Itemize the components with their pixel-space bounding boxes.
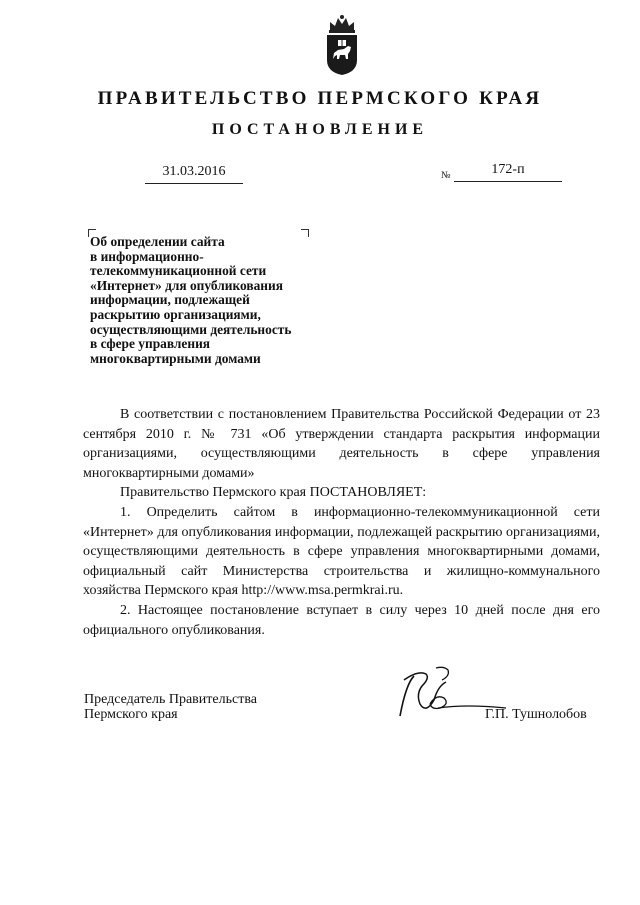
subject-line: осуществляющими деятельность: [90, 321, 292, 337]
document-date: 31.03.2016: [145, 164, 243, 184]
signer-position-line: Председатель Правительства: [84, 692, 257, 707]
signer-name: Г.П. Тушнолобов: [485, 707, 587, 722]
body-paragraph-resolves: Правительство Пермского края ПОСТАНОВЛЯЕТ:: [120, 485, 427, 501]
body-paragraph-item-1: 1. Определить сайтом в информационно-телекоммуникационной сети «Интернет» для опубликования информации, подлежащей раскрытию организациями, осуществляющими деятельность в сфере управления многоквартирными домами, официальный сайт Министерства строительства и жилищно-коммунального хозяйства Пермского края http://www.msa.permkrai.ru.: [83, 504, 600, 599]
signer-position-line: Пермского края: [84, 706, 178, 722]
org-title: ПРАВИТЕЛЬСТВО ПЕРМСКОГО КРАЯ: [97, 88, 543, 109]
subject-line: информации, подлежащей: [90, 292, 250, 308]
document-number: 172-п: [454, 162, 562, 182]
document-subject: [90, 235, 330, 366]
document-body: [83, 405, 600, 640]
subject-line: в сфере управления: [90, 336, 211, 352]
perm-krai-coat-of-arms-icon: [322, 14, 362, 76]
subject-line: Об определении сайта: [90, 234, 225, 249]
body-paragraph-item-2: 2. Настоящее постановление вступает в силу через 10 дней после дня его официального опубликования.: [83, 602, 600, 638]
subject-line: в информационно-: [90, 248, 204, 264]
signer-position: [84, 693, 257, 722]
document-type: ПОСТАНОВЛЕНИЕ: [211, 121, 429, 138]
number-sign: №: [441, 170, 451, 181]
subject-line: «Интернет» для опубликования: [90, 277, 283, 293]
subject-line: многоквартирными домами: [90, 350, 261, 366]
subject-line: раскрытию организациями,: [90, 306, 261, 322]
subject-line: телекоммуникационной сети: [90, 263, 267, 279]
body-paragraph-preamble: В соответствии с постановлением Правительства Российской Федерации от 23 сентября 2010 г. № 731 «Об утверждении стандарта раскрытия информации организациями, осуществляющими деятельность в сфере управления многоквартирными домами»: [83, 407, 600, 481]
